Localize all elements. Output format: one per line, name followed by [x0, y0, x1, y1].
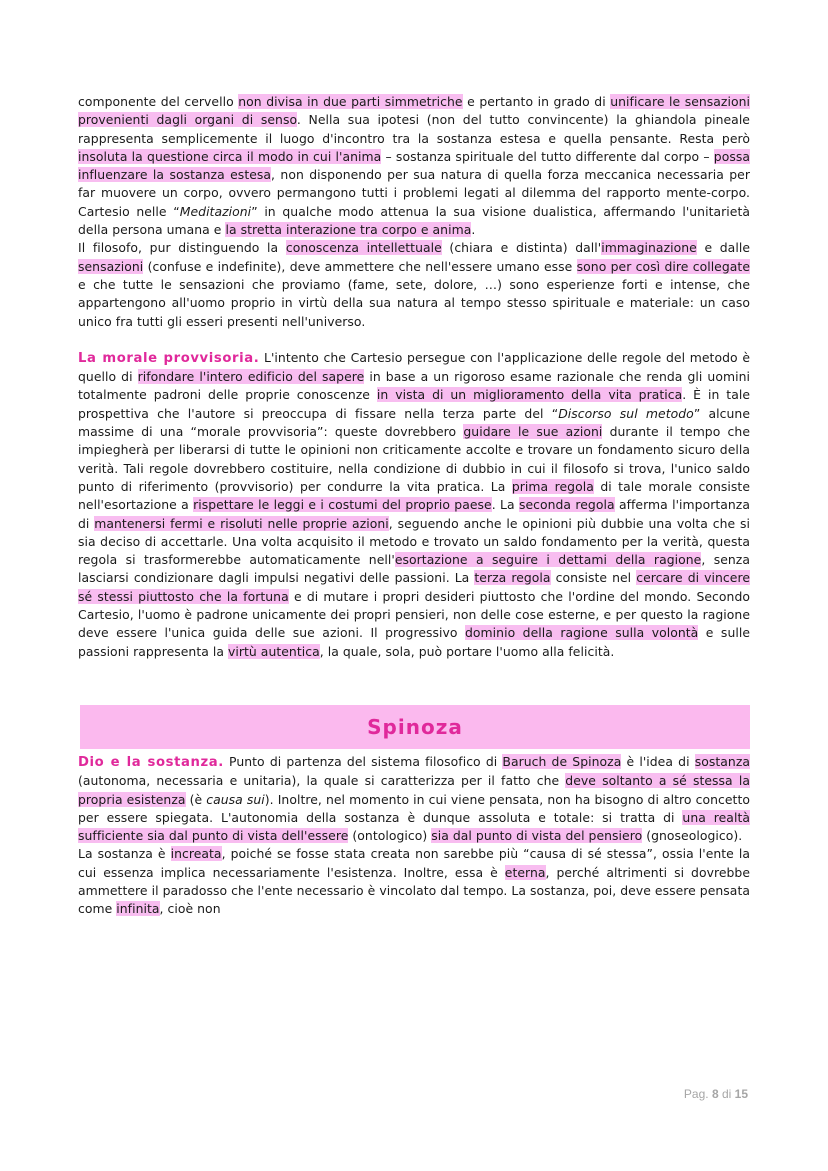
text-run: e sulle passioni rappresenta la	[78, 625, 751, 659]
text-run: ” in qualche modo attenua la sua visione dualistica, affermando l'unitarietà della persona umana e	[78, 203, 750, 238]
text-run: (è	[185, 791, 207, 807]
page-number	[684, 1087, 748, 1101]
highlight: rispettare le leggi e i costumi del proprio paese	[193, 497, 492, 513]
text-run: , seguendo anche le opinioni più dubbie una volta che si sia deciso di accettarle. Una volta acquisito il metodo e trovato un saldo fondamento per la verità, questa regola si trasformerebbe automaticamente nell'	[78, 515, 751, 568]
highlight: sia dal punto di vista del pensiero	[431, 828, 643, 844]
highlight: dominio della ragione sulla volontà	[465, 625, 699, 641]
text-run: ). Inoltre, nel momento in cui viene pensata, non ha bisogno di altro concetto per essere spiegata. L'autonomia della sostanza è dunque assoluta e totale: si tratta di	[78, 791, 751, 825]
highlight: guidare le sue azioni	[463, 424, 603, 440]
highlight: esortazione a seguire i dettami della ragione	[394, 552, 702, 568]
text-run: – sostanza spirituale del tutto differente dal corpo –	[381, 148, 714, 164]
highlight: sensazioni	[78, 258, 144, 274]
text-run: , cioè non	[159, 901, 221, 917]
highlight: sono per così dire collegate	[576, 258, 750, 274]
text-run: durante il tempo che impiegherà per liberarsi di tutte le opinioni non criticamente accolte e trovare un fondamento sicuro della verità. Tali regole dovrebbero costituire, nella condizione di dubbio in cui il filosofo si trova, l'unico saldo punto di riferimento (provvisorio) per condurre la vita pratica. La	[78, 424, 751, 494]
highlight: la stretta interazione tra corpo e anima	[225, 222, 472, 238]
highlight: prima regola	[511, 478, 594, 494]
text-run: e dalle	[696, 240, 750, 256]
text-run: (gnoseologico).	[642, 828, 743, 844]
text-run: (confuse e indefinite), deve ammettere che nell'essere umano esse	[143, 258, 577, 274]
spacer	[78, 331, 750, 349]
text-run: La sostanza è	[78, 846, 171, 862]
paragraph-god-substance	[78, 753, 750, 845]
highlight: possa influenzare la sostanza estesa	[78, 148, 750, 183]
text-run: , poiché se fosse stata creata non sarebbe più “causa di sé stessa”, ossia l'ente la cui essenza implica necessariamente l'esistenza. Inoltre, essa è	[78, 846, 750, 880]
highlight: terza regola	[474, 570, 551, 586]
text-run: di tale morale consiste nell'esortazione a	[78, 478, 750, 513]
page-prefix: Pag.	[683, 1087, 712, 1101]
paragraph-provisional-morality	[78, 349, 750, 661]
paragraph-philosopher-sensations	[78, 239, 750, 330]
text-run: .	[471, 222, 476, 238]
highlight: virtù autentica	[227, 643, 320, 659]
text-run: L'intento che Cartesio persegue con l'applicazione delle regole del metodo è quello di	[78, 349, 750, 385]
section-heading: Dio e la sostanza.	[78, 754, 224, 770]
book-title: Meditazioni	[179, 203, 252, 219]
text-run: (ontologico)	[348, 828, 432, 844]
highlight: in vista di un miglioramento della vita pratica	[376, 387, 683, 403]
current-page: 8	[711, 1087, 719, 1101]
text-run: in base a un rigoroso esame razionale che renda gli uomini totalmente padroni delle proprie conoscenze	[78, 369, 750, 403]
highlight: conoscenza intellettuale	[285, 240, 442, 256]
highlight: eterna	[504, 864, 546, 880]
section-banner-spinoza	[80, 705, 750, 749]
text-run: e pertanto in grado di	[462, 94, 611, 109]
book-title: Discorso sul metodo	[558, 405, 694, 421]
section-title: Spinoza	[367, 714, 463, 739]
text-run: Il filosofo, pur distinguendo la	[78, 240, 286, 256]
text-run: , non disponendo per sua natura di quella forza meccanica necessaria per far muovere un corpo, ovvero permangono tutti i problemi legati al dilemma del rapporto mente-corpo. Cartesio nelle “	[78, 167, 750, 219]
highlight: deve soltanto a sé stessa la propria esistenza	[78, 773, 750, 807]
paragraph-substance-attributes	[78, 845, 750, 918]
text-run: e di mutare i propri desideri piuttosto che l'ordine del mondo. Secondo Cartesio, l'uomo è padrone unicamente dei propri pensieri, non delle cose esterne, e per questo la ragione deve essere l'unica guida delle sue azioni. Il progressivo	[78, 588, 750, 641]
text-run: componente del cervello	[78, 94, 239, 109]
text-run: consiste nel	[550, 570, 637, 586]
section-heading: La morale provvisoria.	[78, 350, 260, 366]
highlight: increata	[170, 846, 222, 862]
latin-term: causa sui	[206, 791, 265, 807]
document-page	[78, 93, 750, 919]
highlight: una realtà sufficiente sia dal punto di vista dell'essere	[78, 809, 750, 844]
highlight: immaginazione	[601, 240, 697, 256]
highlight: non divisa in due parti simmetriche	[238, 94, 463, 109]
paragraph-pineal-gland	[78, 93, 750, 239]
highlight: cercare di vincere sé stessi piuttosto che la fortuna	[78, 570, 750, 604]
highlight: sostanza	[694, 753, 751, 769]
page-separator: di	[718, 1087, 735, 1101]
text-run: , la quale, sola, può portare l'uomo alla felicità.	[319, 643, 615, 659]
text-run: , senza lasciarsi condizionare dagli impulsi negativi delle passioni. La	[78, 552, 750, 586]
text-run: , perché altrimenti si dovrebbe ammettere il paradosso che l'ente necessario è vincolato dal tempo. La sostanza, poi, deve essere pensata come	[78, 864, 751, 917]
total-pages: 15	[734, 1087, 748, 1101]
text-run: e che tutte le sensazioni che proviamo (fame, sete, dolore, …) sono esperienze forti e intense, che appartengono all'uomo proprio in virtù della sua natura al tempo stesso spirituale e materiale: un caso unico fra tutti gli esseri presenti nell'universo.	[78, 276, 750, 329]
text-run: ” alcune massime di una “morale provvisoria”: queste dovrebbero	[78, 405, 751, 440]
highlight: unificare le sensazioni provenienti dagli organi di senso	[78, 94, 751, 128]
text-run: . Nella sua ipotesi (non del tutto convincente) la ghiandola pineale rappresenta semplicemente il luogo d'incontro tra la sostanza estesa e quella pensante. Resta però	[78, 112, 750, 146]
text-run: (autonoma, necessaria e unitaria), la quale si caratterizza per il fatto che	[78, 773, 566, 789]
highlight: rifondare l'intero edificio del sapere	[137, 369, 365, 385]
text-run: è l'idea di	[621, 753, 695, 769]
highlight: seconda regola	[518, 497, 615, 513]
text-run: Punto di partenza del sistema filosofico di	[223, 753, 503, 769]
text-run: afferma l'importanza di	[78, 497, 750, 531]
highlight: mantenersi fermi e risoluti nelle proprie azioni	[94, 515, 389, 531]
highlight: Baruch de Spinoza	[502, 753, 622, 769]
text-run: . È in tale prospettiva che l'autore si preoccupa di fissare nella terza parte del “	[78, 387, 751, 421]
highlight: insoluta la questione circa il modo in cui l'anima	[78, 148, 382, 164]
text-run: (chiara e distinta) dall'	[441, 240, 602, 256]
highlight: infinita	[116, 901, 160, 917]
text-run: . La	[491, 497, 519, 513]
